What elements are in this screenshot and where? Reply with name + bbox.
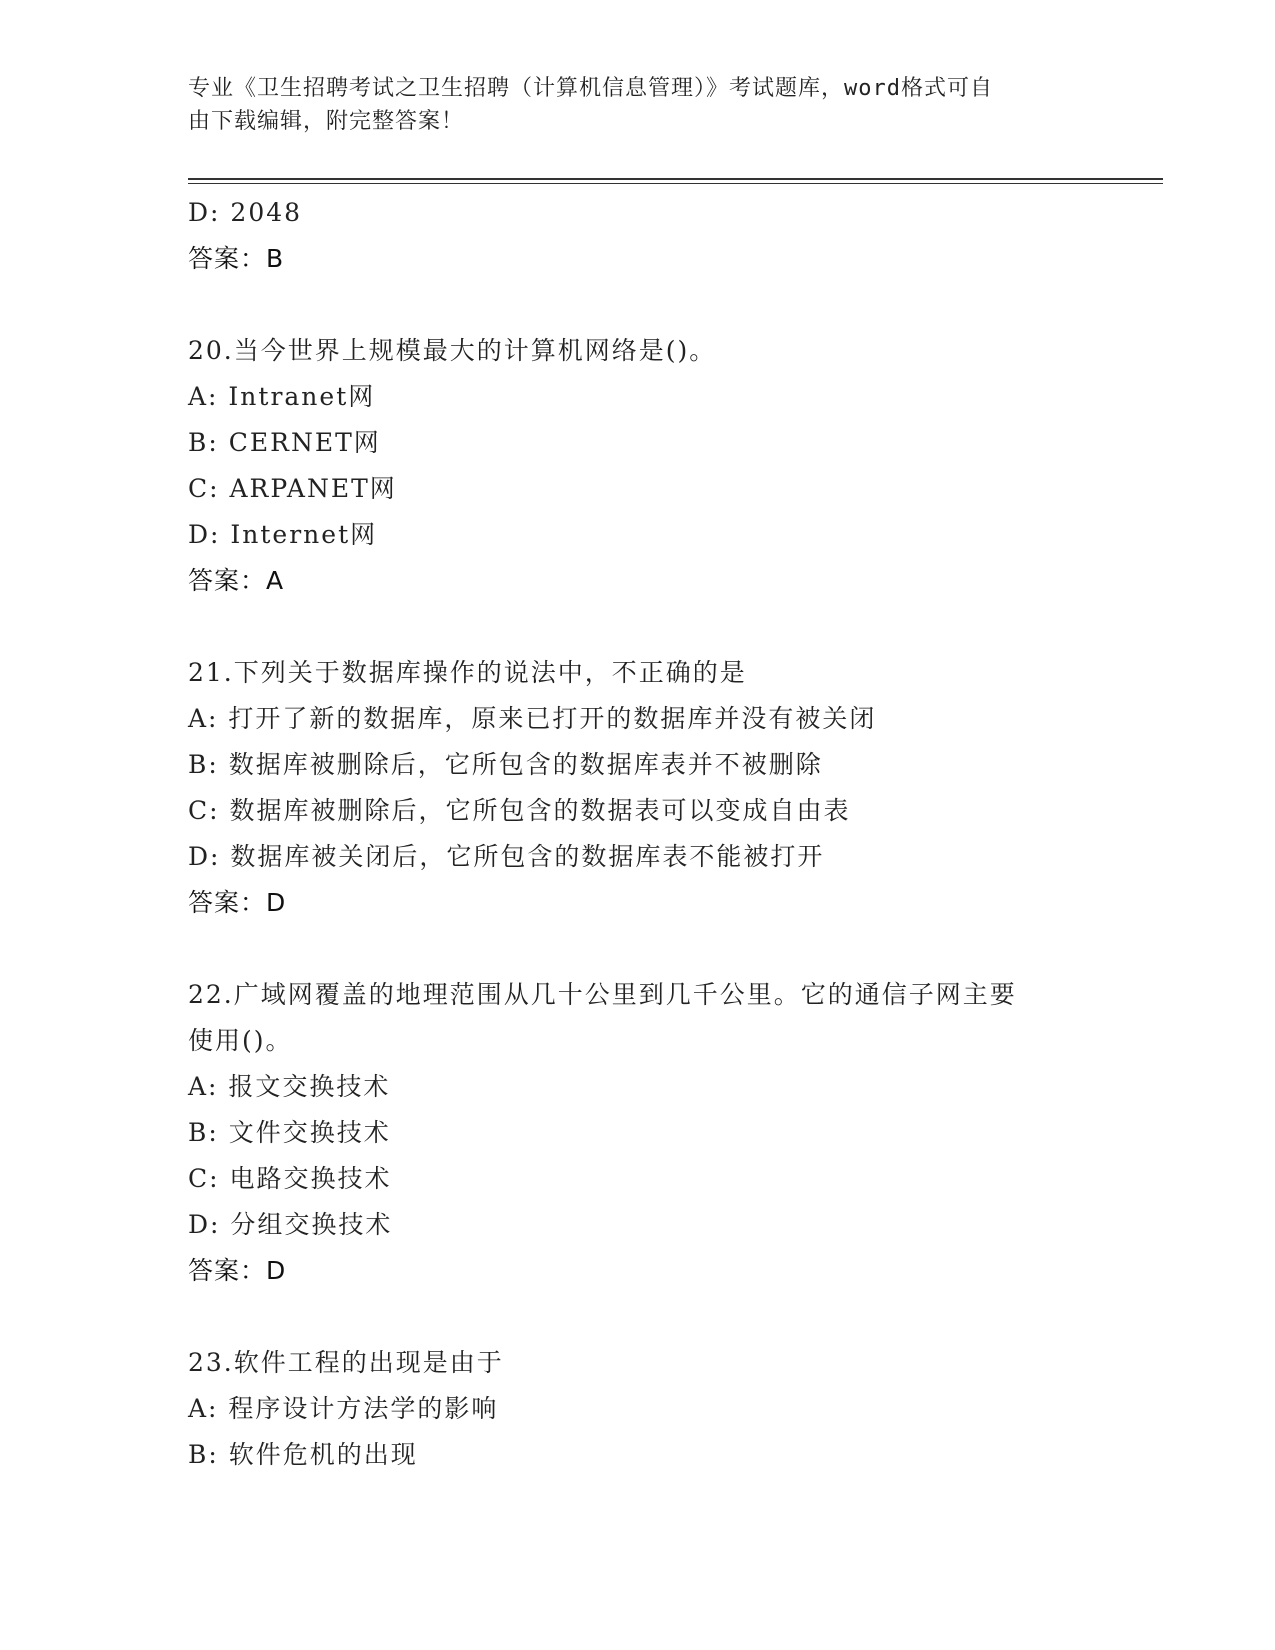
option-c: C: 电路交换技术	[188, 1164, 392, 1193]
option-b: B: CERNET网	[188, 428, 381, 457]
answer: 答案：B	[188, 244, 285, 273]
question-20	[188, 328, 1088, 604]
option-a: A: 报文交换技术	[188, 1072, 391, 1101]
question-21	[188, 650, 1088, 926]
question-stem: 21.下列关于数据库操作的说法中，不正确的是	[188, 658, 747, 687]
option-b: B: 软件危机的出现	[188, 1440, 418, 1469]
option-d: D: 分组交换技术	[188, 1210, 393, 1239]
option-d: D: 2048	[188, 198, 303, 227]
header-line-2: 由下载编辑，附完整答案！	[188, 109, 465, 134]
header-line-1: 专业《卫生招聘考试之卫生招聘（计算机信息管理）》考试题库，word格式可自	[188, 76, 993, 101]
option-a: A: 打开了新的数据库，原来已打开的数据库并没有被关闭	[188, 704, 877, 733]
option-a: A: Intranet网	[188, 382, 376, 411]
question-stem: 20.当今世界上规模最大的计算机网络是()。	[188, 336, 717, 365]
option-c: C: ARPANET网	[188, 474, 397, 503]
question-22	[188, 972, 1088, 1294]
header-rule-thick	[188, 178, 1163, 180]
option-a: A: 程序设计方法学的影响	[188, 1394, 499, 1423]
option-b: B: 数据库被删除后，它所包含的数据库表并不被删除	[188, 750, 823, 779]
header-rule-thin	[188, 183, 1163, 184]
question-stem: 23.软件工程的出现是由于	[188, 1348, 504, 1377]
option-c: C: 数据库被删除后，它所包含的数据表可以变成自由表	[188, 796, 851, 825]
spacer	[188, 1294, 1088, 1340]
document-header	[188, 72, 1068, 138]
answer: 答案：D	[188, 888, 287, 917]
option-d: D: Internet网	[188, 520, 378, 549]
answer: 答案：D	[188, 1256, 287, 1285]
spacer	[188, 604, 1088, 650]
question-stem-line-2: 使用()。	[188, 1026, 293, 1055]
question-23	[188, 1340, 1088, 1478]
option-d: D: 数据库被关闭后，它所包含的数据库表不能被打开	[188, 842, 825, 871]
spacer	[188, 282, 1088, 328]
spacer	[188, 926, 1088, 972]
question-list	[188, 190, 1088, 1478]
option-b: B: 文件交换技术	[188, 1118, 391, 1147]
answer: 答案：A	[188, 566, 285, 595]
question-stem-line-1: 22.广域网覆盖的地理范围从几十公里到几千公里。它的通信子网主要	[188, 980, 1017, 1009]
